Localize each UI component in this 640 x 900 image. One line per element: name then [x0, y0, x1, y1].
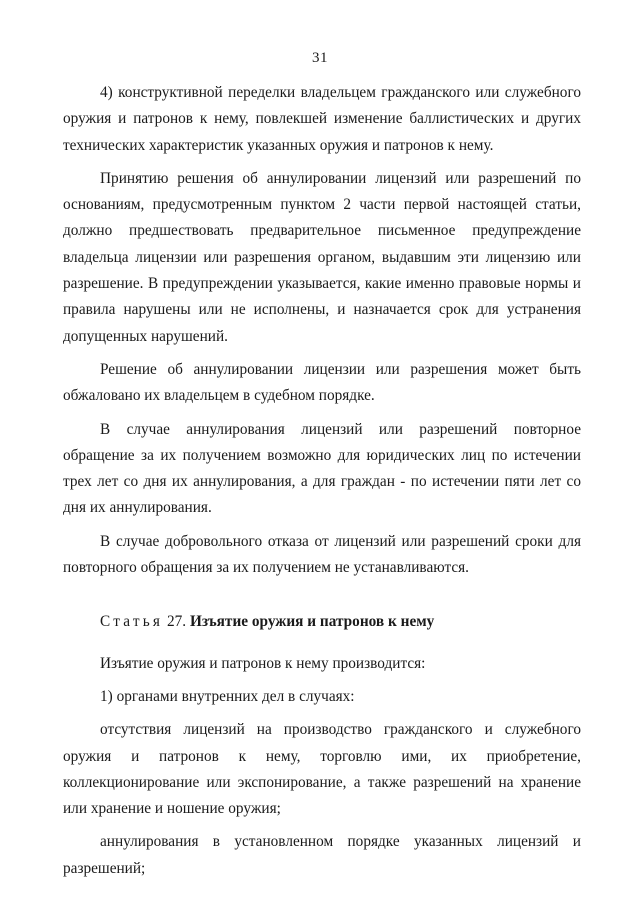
article-word: Статья	[100, 613, 164, 631]
paragraph-warning-before-annulment: Принятию решения об аннулировании лицензий или разрешений по основаниям, предусмотренным пунктом 2 части первой настоящей статьи, должно предшествовать предварительное письменное предупреждение владельца лицензии или разрешения органом, выдавшим эти лицензию или разрешение. В предупреждении указывается, какие именно правовые нормы и правила нарушены или не исполнены, и назначается срок для устранения допущенных нарушений.	[63, 169, 581, 345]
paragraph-appeal: Решение об аннулировании лицензии или разрешения может быть обжаловано их владельцем в судебном порядке.	[63, 360, 581, 405]
paragraph-annulment-case: аннулирования в установленном порядке указанных лицензий и разрешений;	[63, 833, 581, 877]
page-number: 31	[312, 50, 328, 66]
article-number: 27.	[163, 613, 187, 631]
paragraph-repeat-application: В случае аннулирования лицензий или разрешений повторное обращение за их получением возможно для юридических лиц по истечении трех лет со дня их аннулирования, а для граждан - по истечении пяти лет со дня их аннулирования.	[63, 420, 581, 517]
document-body	[63, 80, 581, 882]
article-heading	[63, 609, 581, 635]
paragraph-absence-of-licenses: отсутствия лицензий на производство гражданского и служебного оружия и патронов к нему, торговлю ими, их приобретение, коллекционирование или экспонирование, а также разрешений на хранение или хранение и ношение оружия;	[63, 721, 581, 818]
paragraph-internal-affairs: 1) органами внутренних дел в случаях:	[100, 687, 355, 705]
paragraph-item-4: 4) конструктивной переделки владельцем гражданского или служебного оружия и патронов к нему, повлекшей изменение баллистических и других технических характеристик указанных оружия и патронов к нему.	[63, 84, 581, 154]
paragraph-voluntary-refusal: В случае добровольного отказа от лицензий или разрешений сроки для повторного обращения за их получением не устанавливаются.	[63, 532, 581, 577]
paragraph-seizure-intro: Изъятие оружия и патронов к нему производится:	[100, 654, 426, 672]
article-title: Изъятие оружия и патронов к нему	[186, 613, 435, 631]
